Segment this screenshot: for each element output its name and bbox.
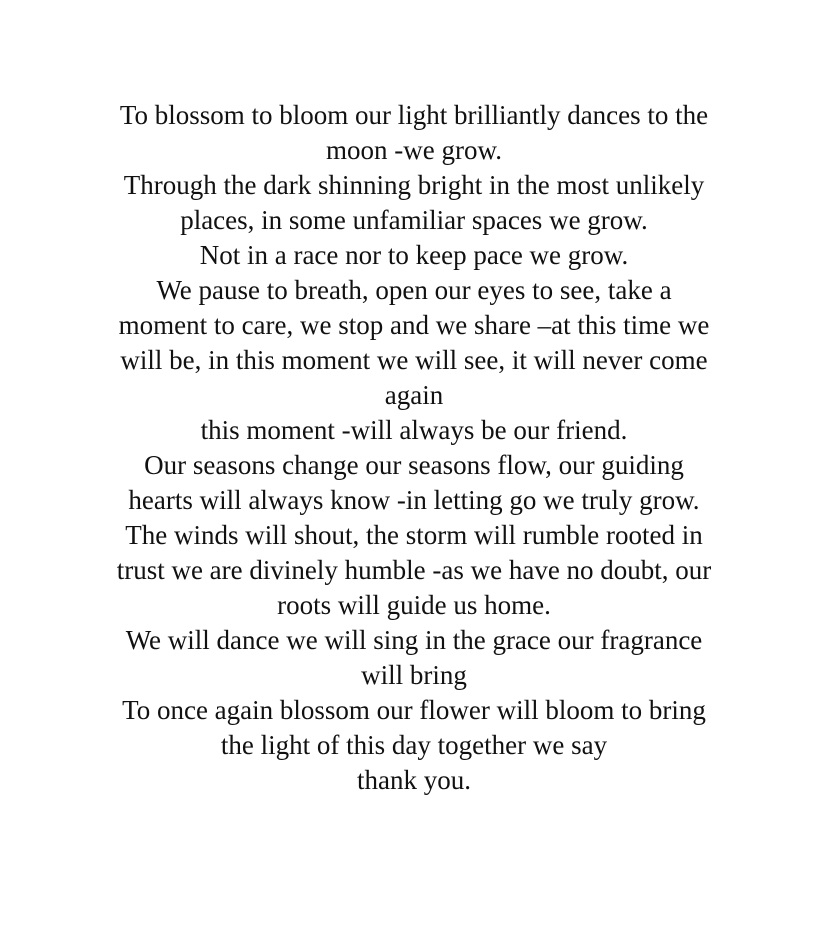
poem-text <box>0 98 828 798</box>
poem-line: hearts will always know -in letting go we truly grow. <box>128 485 700 515</box>
poem-line: thank you. <box>357 765 471 795</box>
poem-line: roots will guide us home. <box>277 590 551 620</box>
poem-line: To blossom to bloom our light brilliantly dances to the <box>119 100 709 130</box>
poem-line: moon -we grow. <box>326 135 502 165</box>
poem-line: The winds will shout, the storm will rumble rooted in <box>125 520 703 550</box>
poem-line: Not in a race nor to keep pace we grow. <box>199 240 629 270</box>
poem-line: the light of this day together we say <box>220 730 608 760</box>
poem-line: moment to care, we stop and we share –at this time we <box>118 310 710 340</box>
poem-line: We will dance we will sing in the grace our fragrance <box>125 625 703 655</box>
poem-line: To once again blossom our flower will bloom to bring <box>122 695 706 725</box>
poem-line: Through the dark shinning bright in the most unlikely <box>123 170 705 200</box>
poem-line: We pause to breath, open our eyes to see, take a <box>156 275 672 305</box>
poem-line: places, in some unfamiliar spaces we grow. <box>180 205 648 235</box>
poem-line: again <box>384 380 444 410</box>
poem-line: Our seasons change our seasons flow, our guiding <box>144 450 684 480</box>
poem-line: will be, in this moment we will see, it will never come <box>120 345 708 375</box>
poem-line: will bring <box>361 660 467 690</box>
poem-line: this moment -will always be our friend. <box>200 415 628 445</box>
poem-line: trust we are divinely humble -as we have no doubt, our <box>116 555 712 585</box>
